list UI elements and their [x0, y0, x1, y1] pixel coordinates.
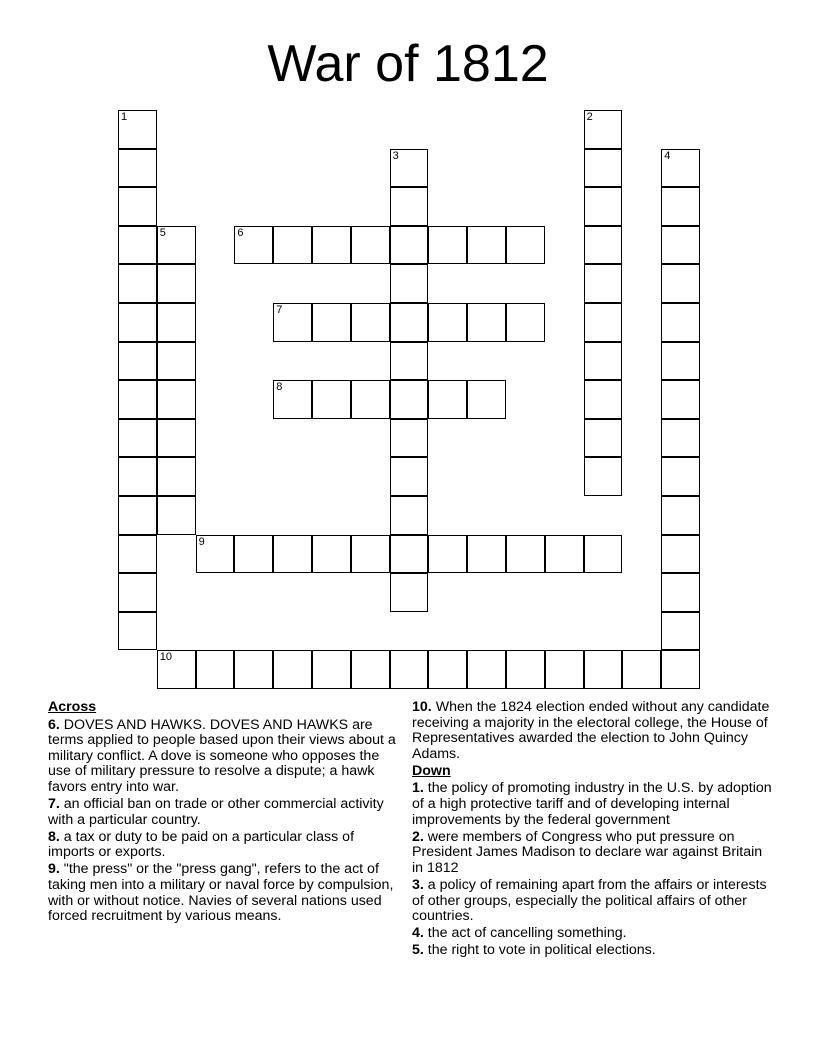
grid-cell[interactable]: [390, 419, 429, 458]
clue-text: a policy of remaining apart from the affairs or interests of other groups, especially the political affairs of other countries.: [412, 877, 767, 925]
grid-cell[interactable]: [118, 226, 157, 265]
across-heading: Across: [48, 699, 97, 715]
grid-cell[interactable]: [661, 650, 700, 689]
across-clue: [48, 718, 400, 796]
grid-cell[interactable]: [506, 535, 545, 574]
grid-cell[interactable]: [157, 650, 196, 689]
clue-number: 7.: [48, 796, 60, 813]
grid-cell[interactable]: [196, 535, 235, 574]
across-clue: [48, 830, 400, 861]
grid-cell[interactable]: [157, 342, 196, 381]
grid-cell[interactable]: [661, 496, 700, 535]
grid-cell[interactable]: [661, 303, 700, 342]
grid-cell[interactable]: [118, 419, 157, 458]
clues-right-column: [412, 700, 772, 961]
clue-number: 5.: [412, 942, 424, 959]
grid-cell[interactable]: [661, 380, 700, 419]
grid-cell[interactable]: [312, 650, 351, 689]
grid-cell[interactable]: [312, 303, 351, 342]
grid-cell[interactable]: [661, 612, 700, 651]
grid-cell[interactable]: [467, 380, 506, 419]
clue-number: 3.: [412, 877, 424, 894]
grid-cell[interactable]: [506, 650, 545, 689]
grid-cell[interactable]: [428, 535, 467, 574]
grid-cell[interactable]: [390, 226, 429, 265]
grid-cell[interactable]: [545, 535, 584, 574]
grid-cell[interactable]: [273, 535, 312, 574]
clue-number-label: 3: [392, 149, 399, 162]
grid-cell[interactable]: [467, 650, 506, 689]
grid-cell[interactable]: [584, 303, 623, 342]
grid-cell[interactable]: [390, 573, 429, 612]
grid-cell[interactable]: [118, 573, 157, 612]
clue-text: When the 1824 election ended without any candidate receiving a majority in the electoral college, the House of Representatives awarded the election to John Quincy Adams.: [412, 699, 770, 762]
grid-cell[interactable]: [312, 380, 351, 419]
grid-cell[interactable]: [234, 226, 273, 265]
grid-cell[interactable]: [351, 226, 390, 265]
grid-cell[interactable]: [661, 187, 700, 226]
grid-cell[interactable]: [545, 650, 584, 689]
grid-cell[interactable]: [390, 650, 429, 689]
grid-cell[interactable]: [584, 380, 623, 419]
grid-cell[interactable]: [506, 226, 545, 265]
grid-cell[interactable]: [506, 303, 545, 342]
grid-cell[interactable]: [157, 380, 196, 419]
grid-cell[interactable]: [157, 496, 196, 535]
down-clue: [412, 878, 772, 925]
clue-number-label: 10: [159, 651, 173, 664]
grid-cell[interactable]: [467, 535, 506, 574]
grid-cell[interactable]: [157, 303, 196, 342]
grid-cell[interactable]: [273, 226, 312, 265]
clue-number-label: 1: [121, 111, 128, 123]
clue-number-label: 7: [276, 304, 283, 316]
grid-cell[interactable]: [351, 380, 390, 419]
clue-number-label: 2: [586, 111, 593, 123]
grid-cell[interactable]: [428, 650, 467, 689]
grid-cell[interactable]: [118, 149, 157, 188]
clue-number-label: 6: [237, 226, 244, 239]
grid-cell[interactable]: [467, 226, 506, 265]
grid-cell[interactable]: [584, 419, 623, 458]
clue-text: the act of cancelling something.: [427, 925, 627, 942]
grid-cell[interactable]: [661, 535, 700, 574]
across-clue: [48, 797, 400, 828]
down-clue: [412, 926, 772, 942]
grid-cell[interactable]: [118, 303, 157, 342]
grid-cell[interactable]: [584, 650, 623, 689]
clue-number-label: 9: [198, 535, 205, 548]
clue-number: 9.: [48, 861, 60, 878]
grid-cell[interactable]: [390, 380, 429, 419]
grid-cell[interactable]: [118, 612, 157, 651]
clue-text: a tax or duty to be paid on a particular class of imports or exports.: [48, 828, 355, 861]
grid-cell[interactable]: [661, 419, 700, 458]
grid-cell[interactable]: [661, 573, 700, 612]
grid-cell[interactable]: [584, 535, 623, 574]
clue-number-label: 8: [276, 381, 283, 394]
grid-cell[interactable]: [584, 457, 623, 496]
grid-cell[interactable]: [157, 226, 196, 265]
clues-left-column: [48, 700, 400, 926]
grid-cell[interactable]: [351, 650, 390, 689]
clue-text: DOVES AND HAWKS. DOVES AND HAWKS are terms applied to people based upon their views about a military conflict. A dove is someone who opposes the use of military pressure to resolve a dispute; a hawk favors entry into war.: [48, 716, 396, 795]
across-clue: [412, 700, 772, 762]
grid-cell[interactable]: [351, 535, 390, 574]
clue-text: the right to vote in political elections.: [427, 942, 656, 959]
grid-cell[interactable]: [157, 457, 196, 496]
grid-cell[interactable]: [584, 110, 623, 149]
grid-cell[interactable]: [157, 264, 196, 303]
grid-cell[interactable]: [428, 380, 467, 419]
grid-cell[interactable]: [467, 303, 506, 342]
grid-cell[interactable]: [118, 187, 157, 226]
grid-cell[interactable]: [390, 342, 429, 381]
grid-cell[interactable]: [196, 650, 235, 689]
grid-cell[interactable]: [157, 419, 196, 458]
grid-cell[interactable]: [312, 535, 351, 574]
grid-cell[interactable]: [661, 149, 700, 188]
grid-cell[interactable]: [390, 187, 429, 226]
down-clue: [412, 830, 772, 877]
grid-cell[interactable]: [390, 496, 429, 535]
grid-cell[interactable]: [584, 226, 623, 265]
grid-cell[interactable]: [622, 650, 661, 689]
grid-cell[interactable]: [661, 342, 700, 381]
grid-cell[interactable]: [390, 535, 429, 574]
grid-cell[interactable]: [234, 535, 273, 574]
grid-cell[interactable]: [584, 187, 623, 226]
grid-cell[interactable]: [390, 149, 429, 188]
grid-cell[interactable]: [428, 303, 467, 342]
grid-cell[interactable]: [312, 226, 351, 265]
grid-cell[interactable]: [273, 303, 312, 342]
clue-number-label: 4: [664, 149, 671, 162]
grid-cell[interactable]: [390, 303, 429, 342]
across-clue: [48, 862, 400, 924]
grid-cell[interactable]: [351, 303, 390, 342]
grid-cell[interactable]: [118, 457, 157, 496]
clue-number-label: 5: [159, 226, 166, 239]
page-title: War of 1812: [267, 35, 549, 93]
down-clue: [412, 943, 772, 959]
down-heading: Down: [412, 762, 451, 779]
clue-number: 2.: [412, 828, 424, 845]
clue-number: 6.: [48, 716, 60, 733]
grid-cell[interactable]: [390, 457, 429, 496]
clue-number: 1.: [412, 780, 424, 797]
clue-text: the policy of promoting industry in the U.S. by adoption of a high protective tariff and of developing internal improvements by the federal government: [412, 780, 772, 828]
grid-cell[interactable]: [390, 264, 429, 303]
clue-number: 8.: [48, 828, 60, 845]
grid-cell[interactable]: [118, 380, 157, 419]
clue-text: were members of Congress who put pressure on President James Madison to declare war against Britain in 1812: [412, 828, 763, 876]
grid-cell[interactable]: [118, 110, 157, 149]
grid-cell[interactable]: [118, 535, 157, 574]
grid-cell[interactable]: [118, 496, 157, 535]
grid-cell[interactable]: [584, 264, 623, 303]
grid-cell[interactable]: [118, 264, 157, 303]
grid-cell[interactable]: [273, 380, 312, 419]
clue-text: "the press" or the "press gang", refers to the act of taking men into a military or naval force by compulsion, with or without notice. Navies of several nations used forced recruitment by various means.: [48, 861, 394, 925]
grid-cell[interactable]: [584, 149, 623, 188]
grid-cell[interactable]: [584, 342, 623, 381]
clue-text: an official ban on trade or other commercial activity with a particular country.: [48, 796, 384, 828]
grid-cell[interactable]: [273, 650, 312, 689]
grid-cell[interactable]: [428, 226, 467, 265]
clue-number: 10.: [412, 699, 432, 715]
grid-cell[interactable]: [234, 650, 273, 689]
grid-cell[interactable]: [661, 264, 700, 303]
grid-cell[interactable]: [661, 226, 700, 265]
down-clue: [412, 781, 772, 828]
grid-cell[interactable]: [118, 342, 157, 381]
clue-number: 4.: [412, 925, 424, 942]
grid-cell[interactable]: [661, 457, 700, 496]
